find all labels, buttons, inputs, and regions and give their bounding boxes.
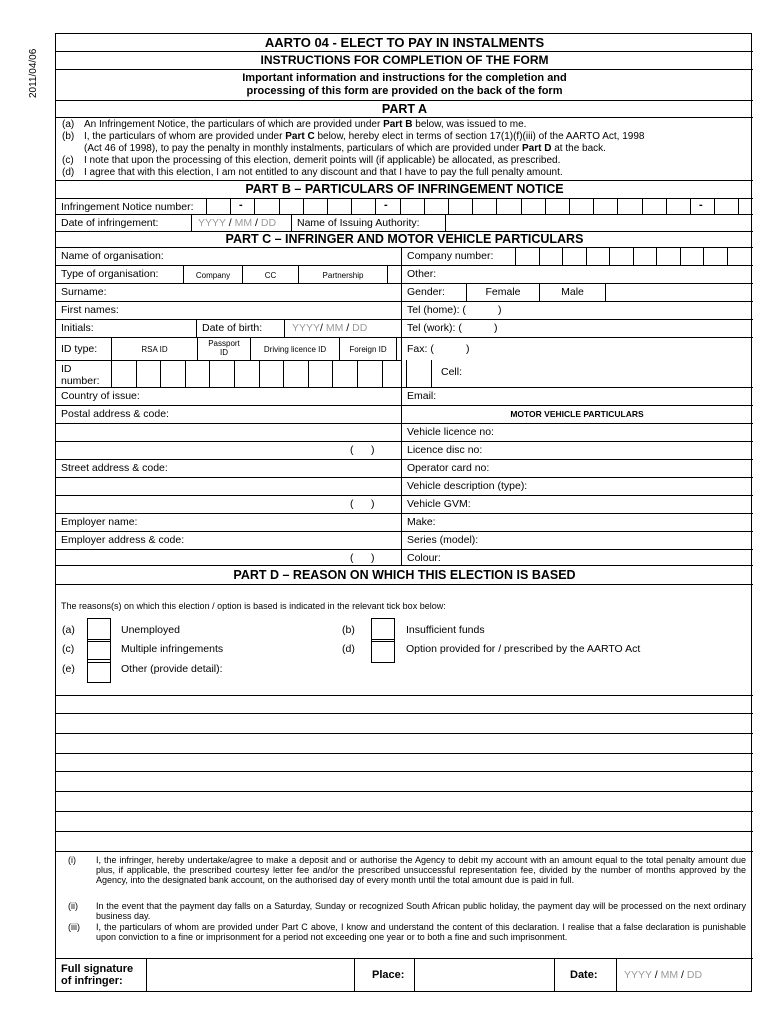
postal-code-parens: ( ) (350, 444, 375, 456)
surname-label: Surname: (61, 286, 107, 298)
email-label: Email: (407, 390, 437, 402)
organisation-type-label: Type of organisation: (61, 268, 159, 280)
reason-a-text: Unemployed (121, 624, 180, 636)
part-a-a-text: An Infringement Notice, the particulars of which are provided under Part B below, was issued to me. (84, 119, 527, 130)
id-type-label: ID type: (61, 343, 98, 355)
vehicle-licence-label: Vehicle licence no: (407, 426, 494, 438)
id-type-driving-licence[interactable]: Driving licence ID (263, 345, 327, 354)
form-subtitle: INSTRUCTIONS FOR COMPLETION OF THE FORM (260, 53, 549, 67)
country-of-issue-label: Country of issue: (61, 390, 140, 402)
reason-d-checkbox[interactable] (371, 639, 395, 663)
declaration-ii-label: (ii) (68, 901, 78, 911)
signature-label: Full signature of infringer: (61, 963, 134, 987)
employer-code-parens: ( ) (350, 552, 375, 564)
date-of-infringement-field[interactable]: YYYY / MM / DD (198, 217, 277, 229)
employer-name-label: Employer name: (61, 516, 138, 528)
id-type-rsa[interactable]: RSA ID (141, 345, 168, 354)
place-label: Place: (372, 969, 405, 981)
issuing-authority-label: Name of Issuing Authority: (297, 217, 420, 229)
form-title: AARTO 04 - ELECT TO PAY IN INSTALMENTS (264, 35, 545, 50)
vehicle-gvm-label: Vehicle GVM: (407, 498, 471, 510)
info-line-2: processing of this form are provided on the back of the form (246, 85, 563, 97)
declaration-iii-text: I, the particulars of whom are provided under Part C above, I know and understand the content of this declaration. I realise that a false declaration is punishable upon conviction to a fine or imprisonment for a period not exceeding one year or to both a fine and such imprisonment. (96, 922, 746, 942)
vehicle-description-label: Vehicle description (type): (407, 480, 528, 492)
signature-date-field[interactable]: YYYY / MM / DD (624, 969, 703, 981)
operator-card-label: Operator card no: (407, 462, 490, 474)
reason-a-label: (a) (62, 624, 75, 636)
gender-label: Gender: (407, 286, 445, 298)
initials-label: Initials: (61, 322, 94, 334)
gender-female[interactable]: Female (485, 286, 521, 298)
street-address-label: Street address & code: (61, 462, 168, 474)
company-number-label: Company number: (407, 250, 494, 262)
aarto-04-form: AARTO 04 - ELECT TO PAY IN INSTALMENTS INSTRUCTIONS FOR COMPLETION OF THE FORM Important information and instructions for the completion and processing of this form are provided on the back of the form PART A (a) An Infringement Notice, the particulars of which are provided under Part B below, was issued to me. (b) I, the particulars of whom are provided under Part C below, hereby elect in terms of section 17(1)(f)(iii) of the AARTO Act, 1998 (Act 46 of 1998), to pay the penalty in monthly instalments, particulars of which are provided under Part D at the back. (c) I note that upon the processing of this election, demerit points will (if applicable) be allocated, as prescribed. (d) I agree that with this election, I am not entitled to any discount and that I have to pay the full penalty amount. PART B – PARTICULARS OF INFRINGEMENT NOTICE Infringement Notice number: - - - Date of infringement: YYYY / MM / DD Name of Issuing Authority: PART C – INFRINGER AND MOTOR VEHICLE PARTICULARS Name of organisation: Type of organisation: Company CC Partnership Surname: First names: Initials: Date of birth: YYYY/ MM / DD ID type: RSA ID Passport ID Driving licence ID Foreign ID ID number: Country of issue: Postal address & code: ( ) Street address & code: ( ) Employer name: Employer address & code: ( ) Company number: Other: Gender: Female Male Tel (home): ( ) Tel (work): ( ) Fax: ( ) Cell: Email: MOTOR VEHICLE PARTICULARS Vehicle licence no: Licence disc no: Operator card no: Vehicle description (type): Vehicle GVM: Make: Series (model): Colour: PART D – REASON ON WHICH THIS ELECTION IS BASED The reasons(s) on which this election / option is based is indicated in the relevant tick box below: (a) Unemployed (b) Insufficient funds (c) Multiple infringements (d) Option provided for / prescribed by the AARTO Act (e) Other (provide detail): (i) I, the infringer, hereby undertake/agree to make a deposit and or authorise the Agency to debit my account with an amount equal to the total penalty amount due plus, if applicable, the prescribed courtesy letter fee and/or the prescribed unsuccessful representation fee, divided by the number of months approved by the Agency, into the designated bank account, on the authorised day of every month until the total amount due is paid in full. (ii) In the event that the payment day falls on a Saturday, Sunday or recognized South African public holiday, the payment day will be processed on the next ordinary business day. (iii) I, the particulars of whom are provided under Part C above, I know and understand the content of this declaration. I realise that a false declaration is punishable upon conviction to a fine or imprisonment for a period not exceeding one year or to both a fine and such imprisonment. Full signature of infringer: Place: Date: YYYY / MM / DD (55, 33, 752, 992)
part-a-b-text-2: (Act 46 of 1998), to pay the penalty in monthly instalments, particulars of which are provided under Part D at the back. (84, 143, 606, 154)
declaration-i-text: I, the infringer, hereby undertake/agree to make a deposit and or authorise the Agency to debit my account with an amount equal to the total penalty amount due plus, if applicable, the prescribed courtesy letter fee and/or the prescribed unsuccessful representation fee, divided by the number of months approved by the Agency, into the designated bank account, on the authorised day of every month until the total amount due is paid in full. (96, 855, 746, 885)
part-a-d-label: (d) (62, 167, 75, 178)
part-c-heading: PART C – INFRINGER AND MOTOR VEHICLE PARTICULARS (225, 232, 584, 246)
licence-disc-label: Licence disc no: (407, 444, 483, 456)
first-names-label: First names: (61, 304, 119, 316)
date-of-birth-label: Date of birth: (202, 322, 263, 334)
org-type-cc[interactable]: CC (264, 271, 277, 280)
tel-work-label: Tel (work): ( ) (407, 322, 498, 334)
part-d-heading: PART D – REASON ON WHICH THIS ELECTION IS BASED (233, 568, 576, 582)
gender-male[interactable]: Male (561, 286, 584, 298)
series-model-label: Series (model): (407, 534, 479, 546)
postal-address-label: Postal address & code: (61, 408, 169, 420)
form-version-date: 2011/04/06 (28, 48, 39, 98)
signature-field[interactable] (148, 960, 353, 990)
declaration-ii-text: In the event that the payment day falls on a Saturday, Sunday or recognized South African public holiday, the payment day will be processed on the next ordinary business day. (96, 901, 746, 921)
employer-address-label: Employer address & code: (61, 534, 185, 546)
fax-label: Fax: ( ) (407, 343, 470, 355)
cell-label: Cell: (441, 366, 463, 378)
infringement-notice-number-label: Infringement Notice number: (61, 201, 194, 213)
issuing-authority-field[interactable] (446, 215, 752, 230)
part-a-c-label: (c) (62, 155, 74, 166)
street-code-parens: ( ) (350, 498, 375, 510)
reason-c-text: Multiple infringements (121, 643, 224, 655)
declaration-iii-label: (iii) (68, 922, 80, 932)
part-a-b-text: I, the particulars of whom are provided under Part C below, hereby elect in terms of section 17(1)(f)(iii) of the AARTO Act, 1998 (84, 131, 645, 142)
part-a-b-label: (b) (62, 131, 75, 142)
date-of-birth-field[interactable]: YYYY/ MM / DD (292, 322, 368, 334)
reason-c-label: (c) (62, 643, 75, 655)
date-label: Date: (570, 969, 598, 981)
other-label: Other: (407, 268, 437, 280)
part-d-intro: The reasons(s) on which this election / option is based is indicated in the relevant tick box below: (61, 601, 446, 611)
place-field[interactable] (416, 960, 553, 990)
date-of-infringement-label: Date of infringement: (61, 217, 159, 229)
part-a-a-label: (a) (62, 119, 75, 130)
id-number-label: ID number: (61, 363, 100, 387)
reason-b-text: Insufficient funds (406, 624, 485, 636)
reason-d-label: (d) (342, 643, 355, 655)
org-type-partnership[interactable]: Partnership (322, 271, 364, 280)
part-a-d-text: I agree that with this election, I am not entitled to any discount and that I have to pay the full penalty amount. (84, 167, 563, 178)
reason-d-text: Option provided for / prescribed by the AARTO Act (406, 643, 641, 655)
reason-b-label: (b) (342, 624, 355, 636)
info-line-1: Important information and instructions for the completion and (242, 72, 567, 84)
make-label: Make: (407, 516, 436, 528)
org-type-company[interactable]: Company (195, 271, 231, 280)
reason-e-label: (e) (62, 663, 75, 675)
id-type-passport[interactable]: Passport ID (208, 339, 240, 357)
part-a-c-text: I note that upon the processing of this election, demerit points will (if applicable) be allocated, as prescribed. (84, 155, 561, 166)
reason-e-checkbox[interactable] (87, 659, 111, 683)
id-type-foreign[interactable]: Foreign ID (349, 345, 387, 354)
organisation-name-label: Name of organisation: (61, 250, 164, 262)
part-b-heading: PART B – PARTICULARS OF INFRINGEMENT NOTICE (245, 182, 564, 196)
motor-vehicle-heading: MOTOR VEHICLE PARTICULARS (510, 409, 644, 419)
declaration-i-label: (i) (68, 855, 76, 865)
reason-e-text: Other (provide detail): (121, 663, 223, 675)
colour-label: Colour: (407, 552, 441, 564)
part-a-heading: PART A (381, 102, 428, 116)
tel-home-label: Tel (home): ( ) (407, 304, 502, 316)
